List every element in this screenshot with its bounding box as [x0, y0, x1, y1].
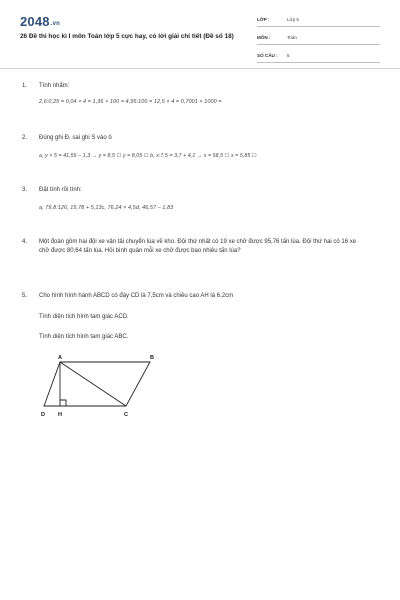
- question-1-content: 2,6:0,25 = 0,04 × 4 = 1,36 × 100 = 4,95:100 = 12,5 × 4 = 0,7001 × 1000 =: [39, 99, 222, 105]
- logo-domain: .vn: [50, 21, 61, 27]
- parallelogram-figure: [38, 352, 168, 427]
- meta-label: LỚP :: [257, 17, 270, 22]
- document-title: 26 Đề thi học kì I môn Toán lớp 5 cực hay, có lời giải chi tiết (Đề số 18): [20, 33, 234, 40]
- meta-value: Toán: [287, 35, 297, 40]
- question-text: Cho hình hình hành ABCD có đáy CD là 7,5cm và chiều cao AH là 6,2cm: [39, 293, 234, 299]
- question-number: 2.: [22, 135, 28, 141]
- question-2-content: a, y × 5 = 41,55 – 1,3 → y = 8,5 ☐ y = 8,05 ☐ b, x:7,5 = 3,7 + 4,1 → x = 58,5 ☐ x = 5,85 ☐: [39, 153, 257, 159]
- question-number: 5.: [22, 293, 28, 299]
- question-5-line-1: Tính diện tích hình tam giác ACD.: [39, 314, 129, 320]
- site-logo[interactable]: [20, 14, 60, 29]
- header-divider: [0, 68, 400, 69]
- meta-label: SỐ CÂU :: [257, 53, 278, 58]
- diagonal-ac: [60, 362, 126, 406]
- vertex-label-a: A: [58, 355, 63, 361]
- page-header: [20, 14, 380, 64]
- meta-row-subject: [257, 32, 380, 45]
- meta-value: Lớp 5: [287, 17, 299, 22]
- vertex-label-c: C: [124, 412, 129, 418]
- question-text: Tính nhẩm:: [39, 83, 70, 89]
- point-label-h: H: [58, 412, 63, 418]
- vertex-label-d: D: [41, 412, 46, 418]
- question-text: Đúng ghi Đ, sai ghi S vào ô: [39, 135, 112, 141]
- question-5-line-2: Tính diện tích hình tam giác ABC.: [39, 334, 129, 340]
- question-number: 3.: [22, 187, 28, 193]
- logo-text: 2048: [20, 14, 50, 29]
- document-meta: [257, 14, 380, 68]
- question-text: Đặt tính rồi tính:: [39, 187, 82, 193]
- question-4-text: Một đoàn gồm hai đội xe vận tải chuyển lúa về kho. Đội thứ nhất có 19 xe chở được 95,76 tấn lúa. Đội thứ hai có 16 xe chở được 80,64 tấn lúa. Hỏi bình quân mỗi xe chở được bao nhiêu tấn lúa?: [39, 239, 357, 255]
- question-number: 1.: [22, 83, 28, 89]
- meta-label: MÔN :: [257, 35, 271, 40]
- question-number: 4.: [22, 239, 28, 245]
- meta-value: 5: [287, 53, 290, 58]
- vertex-label-b: B: [150, 355, 155, 361]
- right-angle-marker: [60, 400, 66, 406]
- meta-row-class: [257, 14, 380, 27]
- question-3-content: a, 79,8:126, 15,78 + 5,13c, 76,24 × 4,5d, 46,57 – 1,83: [39, 205, 174, 211]
- meta-row-question-count: [257, 50, 380, 63]
